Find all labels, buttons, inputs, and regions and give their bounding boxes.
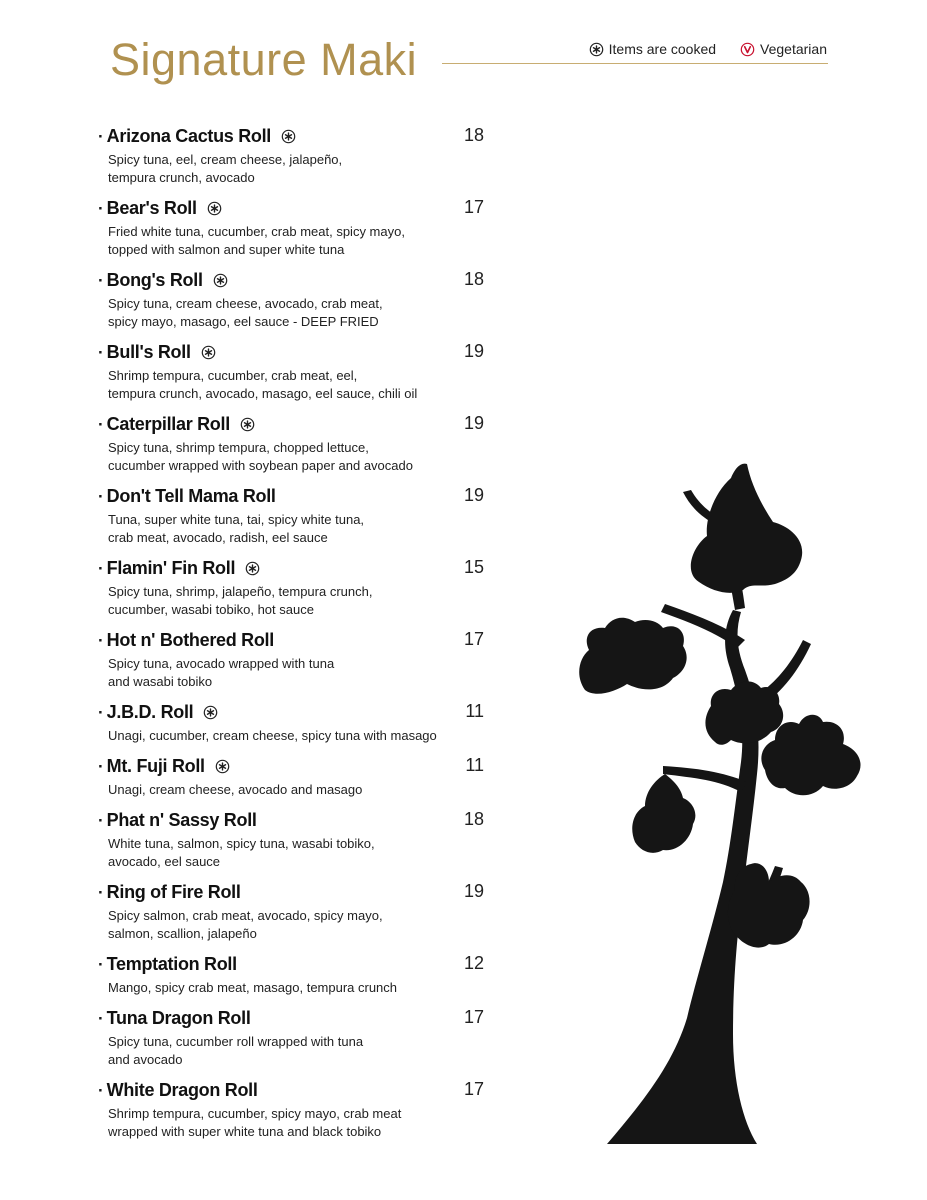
item-name: Don't Tell Mama Roll [106,485,276,506]
menu-item [98,268,498,340]
item-name: Bull's Roll [106,341,191,362]
item-description: Spicy tuna, avocado wrapped with tuna and wasabi tobiko [108,656,335,689]
item-name: Phat n' Sassy Roll [106,809,257,830]
item-description: Mango, spicy crab meat, masago, tempura crunch [108,980,398,995]
asterisk-circle-icon [245,561,260,576]
item-name: Tuna Dragon Roll [106,1007,251,1028]
item-price: 17 [463,1079,484,1099]
asterisk-circle-icon [281,129,296,144]
asterisk-circle-icon [201,345,216,360]
legend-cooked [589,41,716,57]
item-description: Spicy tuna, shrimp tempura, chopped lettuce, cucumber wrapped with soybean paper and avocado [108,440,413,473]
item-name: White Dragon Roll [106,1079,258,1100]
item-description: Spicy salmon, crab meat, avocado, spicy mayo, salmon, scallion, jalapeño [108,908,383,941]
menu-item [98,124,498,196]
item-description: Spicy tuna, shrimp, jalapeño, tempura crunch, cucumber, wasabi tobiko, hot sauce [108,584,373,617]
bullet: · [98,756,104,776]
menu-item [98,196,498,268]
bullet: · [98,486,104,506]
item-description: Fried white tuna, cucumber, crab meat, spicy mayo, topped with salmon and super white tuna [108,224,405,257]
tree-silhouette-icon [565,462,870,1146]
bullet: · [98,882,104,902]
v-circle-icon [740,42,755,57]
item-name: Flamin' Fin Roll [106,557,236,578]
bullet: · [98,810,104,830]
legend-cooked-label: Items are cooked [608,41,717,57]
menu-item [98,412,498,484]
menu-item [98,880,498,952]
legend-vegetarian [740,41,827,57]
menu-item [98,556,498,628]
bullet: · [98,126,104,146]
asterisk-circle-icon [240,417,255,432]
item-description: Spicy tuna, cucumber roll wrapped with tuna and avocado [108,1034,364,1067]
item-name: Ring of Fire Roll [106,881,241,902]
menu-item [98,808,498,880]
asterisk-circle-icon [215,759,230,774]
title-divider [442,63,828,64]
item-name: Bear's Roll [106,197,197,218]
item-price: 11 [465,755,484,775]
item-price: 18 [463,809,484,829]
bullet: · [98,198,104,218]
page-title: Signature Maki [110,34,418,85]
bullet: · [98,1008,104,1028]
asterisk-circle-icon [589,42,604,57]
item-price: 12 [463,953,484,973]
menu-item [98,340,498,412]
item-description: Unagi, cucumber, cream cheese, spicy tuna with masago [108,728,437,743]
item-description: Spicy tuna, cream cheese, avocado, crab meat, spicy mayo, masago, eel sauce - DEEP FRIED [108,296,383,329]
item-description: Spicy tuna, eel, cream cheese, jalapeño, tempura crunch, avocado [108,152,343,185]
bullet: · [98,702,104,722]
bullet: · [98,954,104,974]
bullet: · [98,414,104,434]
item-price: 19 [463,485,484,505]
item-description: Shrimp tempura, cucumber, crab meat, eel, tempura crunch, avocado, masago, eel sauce, chili oil [108,368,418,401]
item-price: 17 [463,1007,484,1027]
asterisk-circle-icon [203,705,218,720]
asterisk-circle-icon [207,201,222,216]
menu-item [98,628,498,700]
item-price: 17 [463,197,484,217]
menu-list [98,124,498,1150]
item-price: 11 [465,701,484,721]
item-name: Caterpillar Roll [106,413,230,434]
item-price: 15 [463,557,484,577]
legend [565,41,827,57]
bullet: · [98,630,104,650]
menu-item [98,952,498,1006]
item-price: 18 [463,125,484,145]
item-description: Unagi, cream cheese, avocado and masago [108,782,363,797]
item-description: Shrimp tempura, cucumber, spicy mayo, crab meat wrapped with super white tuna and black tobiko [108,1106,402,1139]
item-price: 18 [463,269,484,289]
item-description: Tuna, super white tuna, tai, spicy white tuna, crab meat, avocado, radish, eel sauce [108,512,365,545]
bullet: · [98,270,104,290]
legend-vegetarian-label: Vegetarian [760,41,827,57]
bullet: · [98,558,104,578]
menu-item [98,1006,498,1078]
item-name: Temptation Roll [106,953,237,974]
item-price: 17 [463,629,484,649]
item-price: 19 [463,881,484,901]
bullet: · [98,1080,104,1100]
asterisk-circle-icon [213,273,228,288]
item-name: Hot n' Bothered Roll [106,629,274,650]
item-description: White tuna, salmon, spicy tuna, wasabi tobiko, avocado, eel sauce [108,836,375,869]
menu-item [98,484,498,556]
item-name: Bong's Roll [106,269,203,290]
item-price: 19 [463,413,484,433]
menu-item [98,700,498,754]
item-name: Mt. Fuji Roll [106,755,205,776]
item-name: Arizona Cactus Roll [106,125,271,146]
menu-item [98,1078,498,1150]
menu-item [98,754,498,808]
item-price: 19 [463,341,484,361]
bullet: · [98,342,104,362]
item-name: J.B.D. Roll [106,701,194,722]
